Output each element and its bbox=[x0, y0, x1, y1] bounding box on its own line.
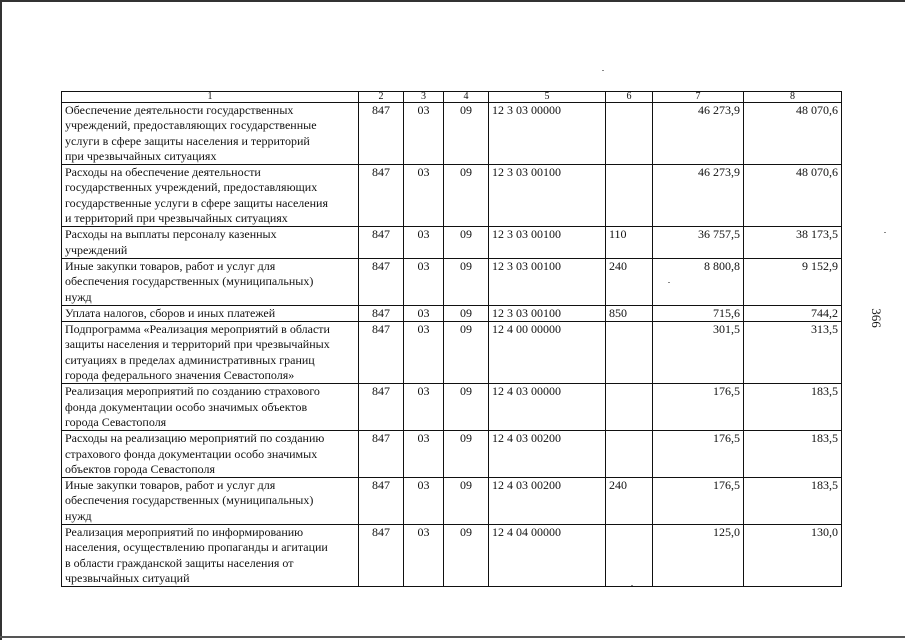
table-header bbox=[62, 92, 842, 103]
header-col-5: 5 bbox=[489, 92, 606, 103]
cell-name-line: Реализация мероприятий по информированию bbox=[65, 525, 304, 540]
cell-name-line: города Севастополя bbox=[65, 414, 167, 429]
cell-target-article: 12 4 04 00000 bbox=[489, 525, 606, 587]
cell-ved: 847 bbox=[359, 384, 404, 431]
cell-target-article: 12 3 03 00100 bbox=[489, 258, 606, 305]
cell-name-line: Расходы на обеспечение деятельности bbox=[65, 165, 261, 180]
cell-amount-1: 8 800,8 bbox=[653, 258, 744, 305]
cell-expense-type: 850 bbox=[606, 305, 653, 321]
cell-expense-type bbox=[606, 525, 653, 587]
cell-subsection: 09 bbox=[444, 258, 489, 305]
header-col-2: 2 bbox=[359, 92, 404, 103]
cell-name-line: при чрезвычайных ситуациях bbox=[65, 148, 217, 163]
cell-name-line: нужд bbox=[65, 508, 92, 523]
cell-expense-type: 240 bbox=[606, 258, 653, 305]
table-row bbox=[62, 384, 842, 431]
cell-amount-2: 130,0 bbox=[744, 525, 842, 587]
cell-section: 03 bbox=[404, 478, 444, 525]
cell-amount-2: 38 173,5 bbox=[744, 227, 842, 259]
cell-target-article: 12 4 03 00200 bbox=[489, 478, 606, 525]
cell-subsection: 09 bbox=[444, 165, 489, 227]
cell-subsection: 09 bbox=[444, 384, 489, 431]
cell-section: 03 bbox=[404, 103, 444, 165]
cell-section: 03 bbox=[404, 165, 444, 227]
table-row bbox=[62, 478, 842, 525]
cell-amount-2: 183,5 bbox=[744, 478, 842, 525]
cell-ved: 847 bbox=[359, 322, 404, 384]
cell-name bbox=[62, 258, 359, 305]
cell-amount-2: 9 152,9 bbox=[744, 258, 842, 305]
header-col-7: 7 bbox=[653, 92, 744, 103]
cell-name-line: фонда документации особо значимых объектов bbox=[65, 399, 308, 414]
cell-section: 03 bbox=[404, 431, 444, 478]
cell-amount-1: 176,5 bbox=[653, 384, 744, 431]
cell-name bbox=[62, 103, 359, 165]
cell-subsection: 09 bbox=[444, 227, 489, 259]
cell-expense-type bbox=[606, 384, 653, 431]
cell-name-line: Расходы на реализацию мероприятий по созданию bbox=[65, 431, 325, 446]
cell-name-line: государственных учреждений, предоставляющих bbox=[65, 180, 318, 195]
cell-ved: 847 bbox=[359, 227, 404, 259]
cell-amount-1: 36 757,5 bbox=[653, 227, 744, 259]
cell-name-line: защиты населения и территорий при чрезвычайных bbox=[65, 337, 330, 352]
cell-name bbox=[62, 322, 359, 384]
header-col-1: 1 bbox=[62, 92, 359, 103]
table-row bbox=[62, 103, 842, 165]
cell-name-line: нужд bbox=[65, 289, 92, 304]
cell-name-line: Расходы на выплаты персоналу казенных bbox=[65, 227, 277, 242]
cell-expense-type: 110 bbox=[606, 227, 653, 259]
cell-name bbox=[62, 384, 359, 431]
cell-section: 03 bbox=[404, 525, 444, 587]
cell-subsection: 09 bbox=[444, 103, 489, 165]
cell-amount-1: 176,5 bbox=[653, 478, 744, 525]
cell-name bbox=[62, 478, 359, 525]
cell-target-article: 12 4 00 00000 bbox=[489, 322, 606, 384]
cell-amount-1: 46 273,9 bbox=[653, 103, 744, 165]
cell-name-line: услуги в сфере защиты населения и территорий bbox=[65, 133, 310, 148]
header-col-4: 4 bbox=[444, 92, 489, 103]
cell-amount-2: 744,2 bbox=[744, 305, 842, 321]
scan-edge-top bbox=[0, 0, 905, 2]
cell-name-line: города федерального значения Севастополя» bbox=[65, 368, 295, 383]
page-number: 366 bbox=[869, 308, 884, 328]
cell-subsection: 09 bbox=[444, 322, 489, 384]
cell-name bbox=[62, 525, 359, 587]
cell-name-line: учреждений bbox=[65, 242, 128, 257]
cell-name-line: населения, осуществлению пропаганды и агитации bbox=[65, 540, 328, 555]
table-row bbox=[62, 322, 842, 384]
cell-ved: 847 bbox=[359, 165, 404, 227]
cell-name-line: объектов города Севастополя bbox=[65, 461, 215, 476]
cell-name-line: Обеспечение деятельности государственных bbox=[65, 103, 294, 117]
table-row bbox=[62, 525, 842, 587]
cell-name-line: Иные закупки товаров, работ и услуг для bbox=[65, 258, 276, 273]
scan-speck bbox=[631, 585, 633, 586]
cell-section: 03 bbox=[404, 305, 444, 321]
cell-expense-type bbox=[606, 431, 653, 478]
cell-amount-1: 125,0 bbox=[653, 525, 744, 587]
cell-amount-1: 46 273,9 bbox=[653, 165, 744, 227]
cell-amount-2: 313,5 bbox=[744, 322, 842, 384]
cell-target-article: 12 4 03 00000 bbox=[489, 384, 606, 431]
cell-target-article: 12 4 03 00200 bbox=[489, 431, 606, 478]
table-row bbox=[62, 431, 842, 478]
table-row bbox=[62, 305, 842, 321]
cell-name-line: чрезвычайных ситуаций bbox=[65, 570, 190, 585]
cell-subsection: 09 bbox=[444, 305, 489, 321]
cell-name-line: Иные закупки товаров, работ и услуг для bbox=[65, 478, 276, 493]
cell-amount-1: 715,6 bbox=[653, 305, 744, 321]
scan-speck bbox=[884, 232, 886, 233]
cell-name-line: учреждений, предоставляющих государственные bbox=[65, 118, 317, 133]
cell-name-line: обеспечения государственных (муниципальных) bbox=[65, 274, 314, 289]
cell-name-line: Уплата налогов, сборов и иных платежей bbox=[65, 305, 276, 320]
cell-amount-1: 301,5 bbox=[653, 322, 744, 384]
cell-name-line: ситуациях в пределах административных границ bbox=[65, 352, 315, 367]
cell-expense-type bbox=[606, 103, 653, 165]
cell-section: 03 bbox=[404, 384, 444, 431]
scan-edge-bottom bbox=[0, 636, 905, 638]
cell-expense-type bbox=[606, 322, 653, 384]
cell-target-article: 12 3 03 00100 bbox=[489, 165, 606, 227]
cell-section: 03 bbox=[404, 227, 444, 259]
header-col-8: 8 bbox=[744, 92, 842, 103]
cell-target-article: 12 3 03 00100 bbox=[489, 227, 606, 259]
cell-name-line: обеспечения государственных (муниципальных) bbox=[65, 493, 314, 508]
table-row bbox=[62, 165, 842, 227]
cell-ved: 847 bbox=[359, 258, 404, 305]
table-row bbox=[62, 258, 842, 305]
cell-amount-1: 176,5 bbox=[653, 431, 744, 478]
cell-ved: 847 bbox=[359, 478, 404, 525]
cell-section: 03 bbox=[404, 258, 444, 305]
cell-subsection: 09 bbox=[444, 478, 489, 525]
cell-name bbox=[62, 165, 359, 227]
cell-amount-2: 48 070,6 bbox=[744, 103, 842, 165]
cell-name-line: Реализация мероприятий по созданию страхового bbox=[65, 384, 320, 399]
cell-subsection: 09 bbox=[444, 431, 489, 478]
budget-table bbox=[61, 91, 842, 587]
header-col-3: 3 bbox=[404, 92, 444, 103]
cell-section: 03 bbox=[404, 322, 444, 384]
cell-name-line: страхового фонда документации особо значимых bbox=[65, 446, 318, 461]
cell-target-article: 12 3 03 00000 bbox=[489, 103, 606, 165]
cell-name-line: и территорий при чрезвычайных ситуациях bbox=[65, 211, 288, 226]
cell-expense-type bbox=[606, 165, 653, 227]
scan-edge-left bbox=[0, 0, 2, 640]
table-body bbox=[62, 103, 842, 587]
cell-ved: 847 bbox=[359, 525, 404, 587]
header-row bbox=[62, 92, 842, 103]
cell-name-line: в области гражданской защиты населения от bbox=[65, 555, 294, 570]
cell-target-article: 12 3 03 00100 bbox=[489, 305, 606, 321]
scan-speck bbox=[668, 282, 670, 283]
cell-subsection: 09 bbox=[444, 525, 489, 587]
cell-amount-2: 183,5 bbox=[744, 384, 842, 431]
scan-speck bbox=[602, 70, 604, 71]
cell-ved: 847 bbox=[359, 103, 404, 165]
table-row bbox=[62, 227, 842, 259]
cell-ved: 847 bbox=[359, 431, 404, 478]
cell-amount-2: 183,5 bbox=[744, 431, 842, 478]
cell-ved: 847 bbox=[359, 305, 404, 321]
cell-name bbox=[62, 227, 359, 259]
cell-name-line: государственные услуги в сфере защиты населения bbox=[65, 195, 328, 210]
cell-name bbox=[62, 305, 359, 321]
cell-name-line: Подпрограмма «Реализация мероприятий в области bbox=[65, 322, 330, 337]
cell-amount-2: 48 070,6 bbox=[744, 165, 842, 227]
header-col-6: 6 bbox=[606, 92, 653, 103]
cell-name bbox=[62, 431, 359, 478]
cell-expense-type: 240 bbox=[606, 478, 653, 525]
